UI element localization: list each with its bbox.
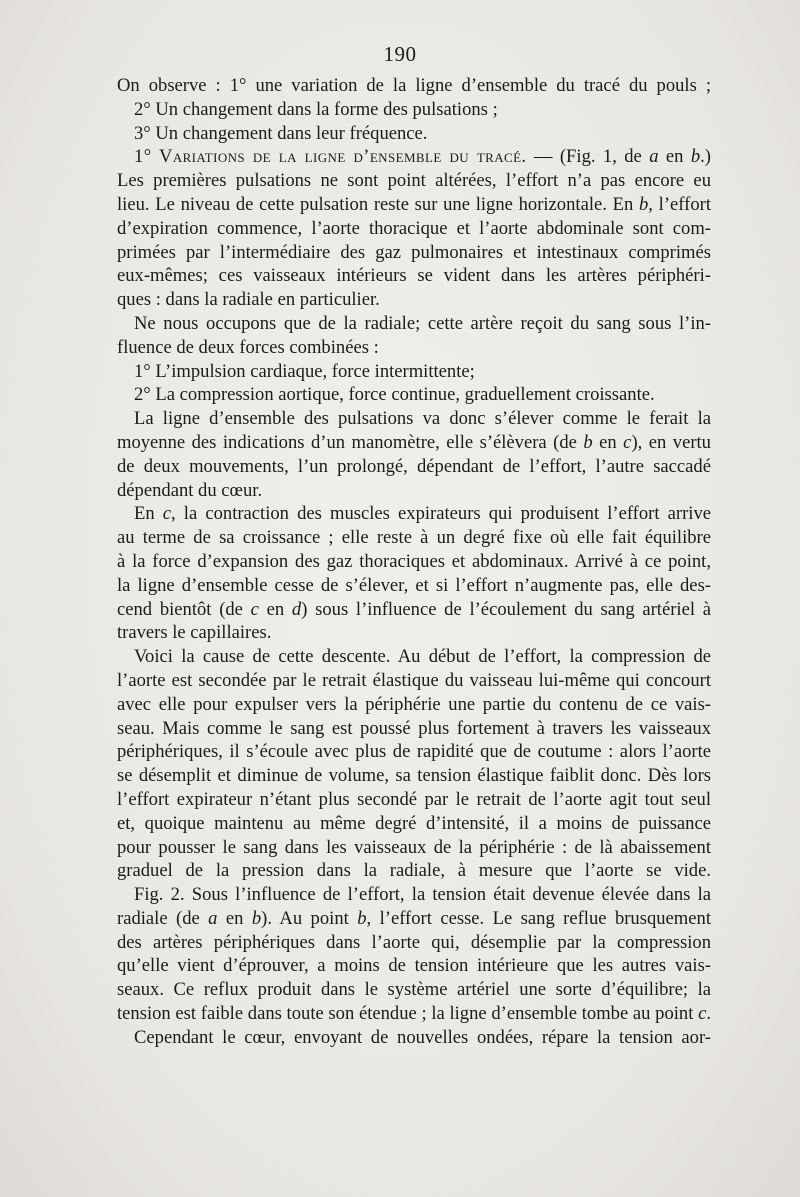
text-run: tension est faible dans toute son étendue ; la ligne d’ensemble tombe au point xyxy=(117,1003,699,1025)
text-line xyxy=(117,598,711,622)
text-line: qu’elle vient d’éprouver, a moins de tension intérieure que les autres vais- xyxy=(117,955,711,977)
intro-list xyxy=(117,74,711,145)
text-run: , l’effort xyxy=(648,193,711,215)
letter-ref: b xyxy=(690,146,701,168)
letter-ref: c xyxy=(250,598,259,620)
text-line: primées par l’intermédiaire des gaz pulmonaires et intestinaux comprimés xyxy=(117,241,711,263)
text-run: cend bientôt (de xyxy=(117,598,251,620)
text-line: et, quoique maintenu au même degré d’intensité, il a moins de puissance xyxy=(117,812,711,834)
text-run: .) xyxy=(700,146,711,168)
text-line: 2° Un changement dans la forme des pulsations ; xyxy=(134,98,498,120)
text-run: ), en vertu xyxy=(631,431,711,453)
text-run: radiale (de xyxy=(117,907,209,929)
paragraph xyxy=(117,407,711,502)
letter-ref: a xyxy=(208,907,218,929)
text-run: en xyxy=(258,598,292,620)
text-run: — (Fig. 1, de xyxy=(526,146,650,168)
text-line xyxy=(117,1002,711,1026)
text-line: la ligne d’ensemble cesse de s’élever, et si l’effort n’augmente pas, elle des- xyxy=(117,574,711,596)
text-line: seau. Mais comme le sang est poussé plus fortement à travers les vaisseaux xyxy=(117,717,711,739)
text-line: 3° Un changement dans leur fréquence. xyxy=(134,122,428,144)
paragraph xyxy=(117,883,711,1026)
letter-ref: c xyxy=(698,1003,707,1025)
paragraph xyxy=(117,645,711,883)
text-line xyxy=(117,502,711,526)
text-line: La ligne d’ensemble des pulsations va donc s’élever comme le ferait la xyxy=(134,408,711,430)
letter-ref: b xyxy=(251,907,262,929)
text-line: Ne nous occupons que de la radiale; cette artère reçoit du sang sous l’in- xyxy=(134,312,711,334)
paragraph xyxy=(117,502,711,645)
letter-ref: b xyxy=(357,907,367,929)
paragraph xyxy=(117,1026,711,1050)
letter-ref: a xyxy=(649,146,659,168)
text-line: dépendant du cœur. xyxy=(117,479,263,501)
text-line: pour pousser le sang dans les vaisseaux de la périphérie : de là abaissement xyxy=(117,836,711,858)
section-heading-line xyxy=(117,145,711,169)
paragraph xyxy=(117,145,711,312)
text-run: . xyxy=(706,1003,711,1025)
text-run: en xyxy=(658,146,691,168)
text-line xyxy=(117,431,711,455)
letter-ref: d xyxy=(291,598,302,620)
letter-ref: c xyxy=(623,431,632,453)
body-text xyxy=(117,74,711,1050)
letter-ref: b xyxy=(583,431,593,453)
text-run: , l’effort cesse. Le sang reflue brusquement xyxy=(366,907,711,929)
text-line: au terme de sa croissance ; elle reste à un degré fixe où elle fait équilibre xyxy=(117,527,711,549)
text-run: moyenne des indications d’un manomètre, elle s’élèvera (de xyxy=(117,431,584,453)
text-line: d’expiration commence, l’aorte thoracique et l’aorte abdominale sont com- xyxy=(117,217,711,239)
letter-ref: b xyxy=(639,193,649,215)
text-line xyxy=(117,907,711,931)
text-line xyxy=(117,193,711,217)
text-line: se désemplit et diminue de volume, sa tension élastique faiblit donc. Dès lors xyxy=(117,765,711,787)
text-line: fluence de deux forces combinées : xyxy=(117,336,379,358)
text-run: En xyxy=(134,503,163,525)
text-run: ) sous l’influence de l’écoulement du sang artériel à xyxy=(301,598,711,620)
text-line: l’aorte est secondée par le retrait élastique du vaisseau lui-même qui concourt xyxy=(117,669,711,691)
text-run: , la contraction des muscles expirateurs qui produisent l’effort arrive xyxy=(171,503,712,525)
text-line: à la force d’expansion des gaz thoraciques et abdominaux. Arrivé à ce point, xyxy=(117,550,711,572)
text-run: lieu. Le niveau de cette pulsation reste sur une ligne horizontale. En xyxy=(117,193,639,215)
text-line: périphériques, il s’écoule avec plus de rapidité que de coutume : alors l’aorte xyxy=(117,741,711,763)
text-line: Voici la cause de cette descente. Au début de l’effort, la compression de xyxy=(134,646,711,668)
text-line: avec elle pour expulser vers la périphérie une partie du contenu de ce vais- xyxy=(117,693,711,715)
text-line: graduel de la pression dans la radiale, à mesure que l’aorte se vide. xyxy=(117,860,711,882)
section-heading: 1° Variations de la ligne d’ensemble du tracé. xyxy=(134,146,527,168)
page-number: 190 xyxy=(383,42,417,66)
letter-ref: c xyxy=(162,503,172,525)
text-line: travers le capillaires. xyxy=(117,622,272,644)
paragraph xyxy=(117,312,711,407)
text-line: On observe : 1° une variation de la ligne d’ensemble du tracé du pouls ; xyxy=(117,75,711,96)
text-line: l’effort expirateur n’étant plus secondé par le retrait de l’aorte agit tout seul xyxy=(117,788,711,810)
text-line: seaux. Ce reflux produit dans le système artériel une sorte d’équilibre; la xyxy=(117,979,711,1001)
text-line: des artères périphériques dans l’aorte qui, désemplie par la compression xyxy=(117,931,711,953)
text-line: Fig. 2. Sous l’influence de l’effort, la tension était devenue élevée dans la xyxy=(134,884,711,906)
text-line: 2° La compression aortique, force continue, graduellement croissante. xyxy=(134,384,655,406)
text-line: eux-mêmes; ces vaisseaux intérieurs se vident dans les artères périphéri- xyxy=(117,265,711,287)
text-line: 1° L’impulsion cardiaque, force intermittente; xyxy=(134,360,475,382)
text-run: en xyxy=(592,431,624,453)
text-line: Les premières pulsations ne sont point altérées, l’effort n’a pas encore eu xyxy=(117,170,711,192)
text-line: de deux mouvements, l’un prolongé, dépendant de l’effort, l’autre saccadé xyxy=(117,455,711,477)
text-line: Cependant le cœur, envoyant de nouvelles ondées, répare la tension aor- xyxy=(134,1026,711,1048)
text-run: en xyxy=(217,907,252,929)
text-line: ques : dans la radiale en particulier. xyxy=(117,289,380,311)
text-run: ). Au point xyxy=(261,907,358,929)
